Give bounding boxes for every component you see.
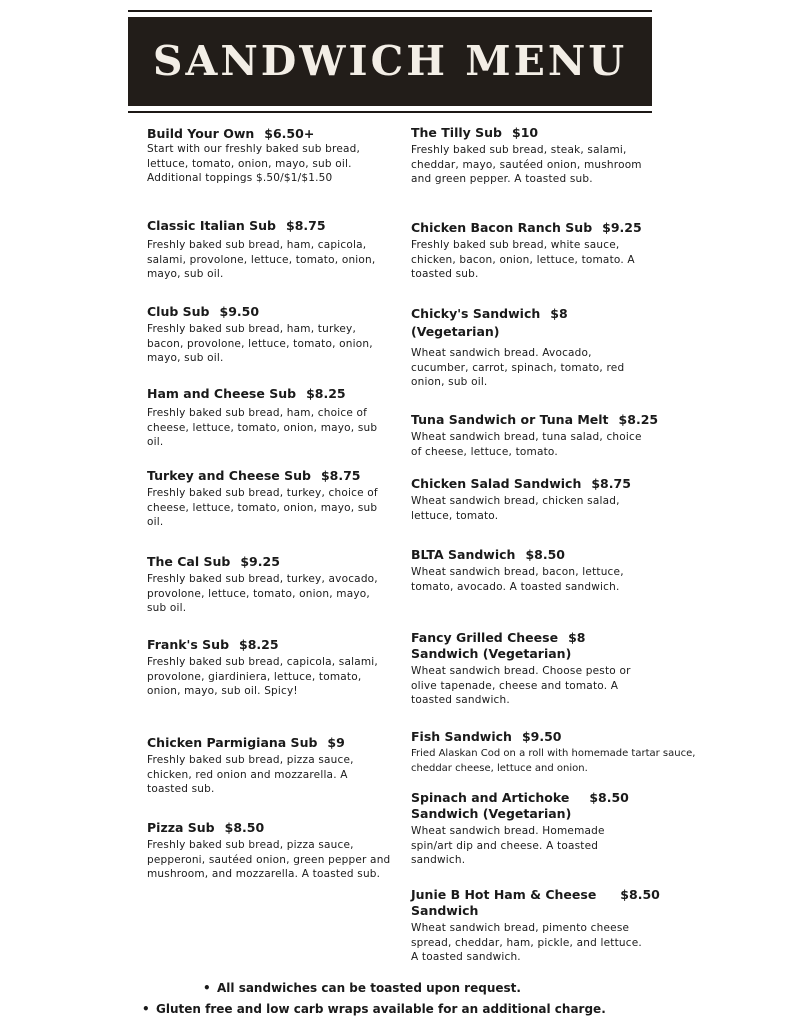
menu-item bbox=[147, 218, 392, 282]
menu-item bbox=[147, 386, 392, 450]
menu-item bbox=[147, 126, 392, 186]
item-name: Frank's Sub bbox=[147, 637, 230, 652]
item-description: Wheat sandwich bread, pimento cheese spread, cheddar, ham, pickle, and lettuce. A toasted sandwich. bbox=[411, 922, 642, 964]
item-name: Junie B Hot Ham & Cheese bbox=[411, 887, 597, 902]
item-price: $8.75 bbox=[320, 468, 361, 483]
note-toasting: • All sandwiches can be toasted upon request. bbox=[217, 980, 521, 996]
item-name-line2: Sandwich (Vegetarian) bbox=[411, 646, 572, 661]
note-gluten-free: • Gluten free and low carb wraps available for an additional charge. bbox=[156, 1001, 606, 1017]
bottom-rule bbox=[128, 111, 652, 113]
item-price: $9.50 bbox=[219, 304, 260, 319]
item-name: Fancy Grilled Cheese bbox=[411, 630, 559, 645]
item-name: Pizza Sub bbox=[147, 820, 215, 835]
item-name: Chicky's Sandwich bbox=[411, 306, 541, 321]
item-price: $9 bbox=[327, 735, 345, 750]
item-description: Freshly baked sub bread, ham, capicola, salami, provolone, lettuce, tomato, onion, mayo, sub oil. bbox=[147, 239, 376, 281]
item-description: Freshly baked sub bread, turkey, choice of cheese, lettuce, tomato, onion, mayo, sub oil. bbox=[147, 487, 378, 529]
menu-item bbox=[147, 820, 392, 882]
menu-item bbox=[411, 412, 701, 459]
item-description: Wheat sandwich bread, bacon, lettuce, tomato, avocado. A toasted sandwich. bbox=[411, 566, 624, 593]
item-price: $9.25 bbox=[602, 220, 642, 235]
menu-banner bbox=[128, 17, 652, 106]
menu-item bbox=[411, 547, 701, 594]
menu-item bbox=[411, 306, 701, 390]
item-name: Spinach and Artichoke bbox=[411, 790, 570, 805]
item-price: $10 bbox=[512, 125, 539, 140]
item-name: Club Sub bbox=[147, 304, 210, 319]
item-name: The Cal Sub bbox=[147, 554, 231, 569]
item-price: $8.75 bbox=[286, 218, 326, 233]
item-price: $8.75 bbox=[591, 476, 631, 491]
item-description: Wheat sandwich bread. Homemade spin/art dip and cheese. A toasted sandwich. bbox=[411, 825, 605, 867]
item-name-line2: Sandwich (Vegetarian) bbox=[411, 806, 572, 821]
item-name: BLTA Sandwich bbox=[411, 547, 516, 562]
item-description: Freshly baked sub bread, turkey, avocado, provolone, lettuce, tomato, onion, mayo, sub oil. bbox=[147, 573, 378, 615]
menu-item bbox=[147, 468, 392, 530]
item-description: Wheat sandwich bread, tuna salad, choice of cheese, lettuce, tomato. bbox=[411, 431, 642, 458]
item-name: Ham and Cheese Sub bbox=[147, 386, 297, 401]
item-name: Chicken Parmigiana Sub bbox=[147, 735, 318, 750]
item-name: Build Your Own bbox=[147, 126, 255, 141]
menu-item bbox=[411, 630, 701, 708]
item-name: The Tilly Sub bbox=[411, 125, 502, 140]
item-description: Freshly baked sub bread, capicola, salami, provolone, giardiniera, lettuce, tomato, onion, mayo, sub oil. Spicy! bbox=[147, 656, 378, 698]
item-price: $8.25 bbox=[306, 386, 346, 401]
item-price: $8.50 bbox=[525, 547, 565, 562]
item-name: Chicken Salad Sandwich bbox=[411, 476, 582, 491]
menu-item bbox=[147, 735, 392, 797]
item-price: $8.25 bbox=[618, 412, 659, 427]
item-description: Freshly baked sub bread, steak, salami, cheddar, mayo, sautéed onion, mushroom and green pepper. A toasted sub. bbox=[411, 144, 642, 186]
item-price: $8 bbox=[568, 630, 586, 645]
menu-item bbox=[411, 790, 701, 868]
item-description: Fried Alaskan Cod on a roll with homemade tartar sauce, cheddar cheese, lettuce and onion. bbox=[411, 748, 696, 774]
item-name-line2: (Vegetarian) bbox=[411, 324, 500, 339]
item-name: Tuna Sandwich or Tuna Melt bbox=[411, 412, 609, 427]
item-price: $8.25 bbox=[239, 637, 279, 652]
item-description: Freshly baked sub bread, pizza sauce, chicken, red onion and mozzarella. A toasted sub. bbox=[147, 754, 354, 796]
menu-item bbox=[147, 304, 392, 366]
menu-item bbox=[411, 887, 701, 965]
menu-item bbox=[147, 554, 392, 616]
item-description: Freshly baked sub bread, pizza sauce, pepperoni, sautéed onion, green pepper and mushroom, and mozzarella. A toasted sub. bbox=[147, 839, 391, 881]
item-name: Chicken Bacon Ranch Sub bbox=[411, 220, 593, 235]
item-price: $8 bbox=[550, 306, 568, 321]
item-description: Wheat sandwich bread, chicken salad, lettuce, tomato. bbox=[411, 495, 620, 522]
item-description: Freshly baked sub bread, white sauce, chicken, bacon, onion, lettuce, tomato. A toasted sub. bbox=[411, 239, 635, 281]
menu-item bbox=[411, 220, 701, 282]
item-name: Fish Sandwich bbox=[411, 729, 512, 744]
menu-item bbox=[147, 637, 392, 699]
item-price: $9.50 bbox=[521, 729, 562, 744]
item-price: $6.50+ bbox=[264, 126, 315, 141]
top-rule bbox=[128, 10, 652, 12]
item-description: Freshly baked sub bread, ham, choice of cheese, lettuce, tomato, onion, mayo, sub oil. bbox=[147, 407, 378, 449]
item-price: $8.50 bbox=[224, 820, 265, 835]
item-description: Wheat sandwich bread. Avocado, cucumber, carrot, spinach, tomato, red onion, sub oil. bbox=[411, 347, 625, 389]
item-description: Start with our freshly baked sub bread, lettuce, tomato, onion, mayo, sub oil. Additional toppings $.50/$1/$1.50 bbox=[147, 143, 361, 185]
menu-item bbox=[411, 125, 701, 187]
item-name: Classic Italian Sub bbox=[147, 218, 276, 233]
item-name-line2: Sandwich bbox=[411, 903, 479, 918]
item-description: Freshly baked sub bread, ham, turkey, bacon, provolone, lettuce, tomato, onion, mayo, sub oil. bbox=[147, 323, 373, 365]
item-price: $8.50 bbox=[620, 887, 660, 902]
item-description: Wheat sandwich bread. Choose pesto or olive tapenade, cheese and tomato. A toasted sandwich. bbox=[411, 665, 631, 707]
menu-item bbox=[411, 476, 701, 523]
item-name: Turkey and Cheese Sub bbox=[147, 468, 311, 483]
menu-item bbox=[411, 729, 701, 776]
item-price: $9.25 bbox=[240, 554, 280, 569]
item-price: $8.50 bbox=[589, 790, 629, 805]
page-title: SANDWICH MENU bbox=[152, 37, 628, 85]
